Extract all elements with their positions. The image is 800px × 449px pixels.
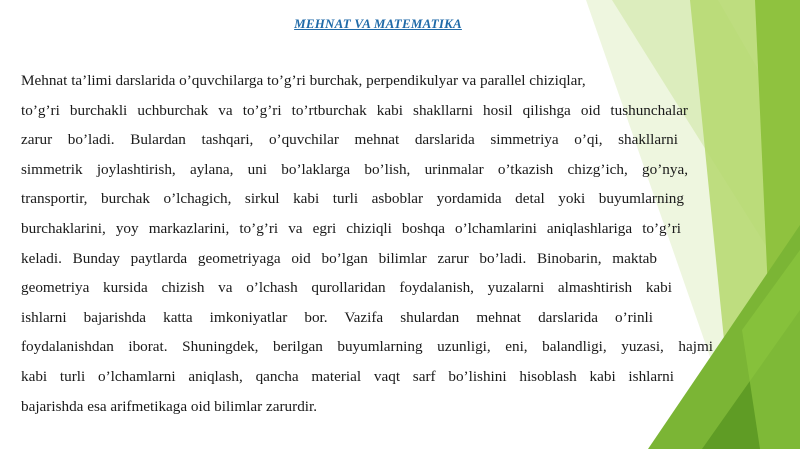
text-line: zarur bo’ladi. Bulardan tashqari, o’quvchilar mehnat darslarida simmetriya o’qi, shakllarni: [21, 131, 678, 149]
text-line: transportir, burchak o’lchagich, sirkul kabi turli asboblar yordamida detal yoki buyumlarning: [21, 190, 684, 208]
text-line: Mehnat ta’limi darslarida o’quvchilarga to’g’ri burchak, perpendikulyar va parallel chiziqlar,: [21, 72, 586, 89]
text-line: kabi turli o’lchamlarni aniqlash, qancha material vaqt sarf bo’lishini hisoblash kabi ishlarni: [21, 367, 674, 385]
slide-title: MEHNAT VA MATEMATIKA: [294, 16, 462, 31]
body-paragraph: [21, 66, 713, 421]
text-line: bajarishda esa arifmetikaga oid bilimlar zarurdir.: [21, 397, 318, 415]
text-line: burchaklarini, yoy markazlarini, to’g’ri va egri chiziqli boshqa o’lchamlarini aniqlashlariga to’g’ri: [21, 219, 681, 237]
text-line: foydalanishdan iborat. Shuningdek, berilgan buyumlarning uzunligi, eni, balandligi, yuzasi, hajmi: [21, 338, 713, 356]
text-line: keladi. Bunday paytlarda geometriyaga oid bo’lgan bilimlar zarur bo’ladi. Binobarin, maktab: [21, 249, 657, 267]
text-line: to’g’ri burchakli uchburchak va to’g’ri to’rtburchak kabi shakllarni hosil qilishga oid tushunchalar: [21, 101, 688, 119]
text-line: geometriya kursida chizish va o’lchash qurollaridan foydalanish, yuzalarni almashtirish kabi: [21, 279, 672, 297]
text-line: ishlarni bajarishda katta imkoniyatlar bor. Vazifa shulardan mehnat darslarida o’rinli: [21, 308, 653, 326]
text-line: simmetrik joylashtirish, aylana, uni bo’laklarga bo’lish, urinmalar o’tkazish chizg’ich, go’nya,: [21, 160, 688, 178]
